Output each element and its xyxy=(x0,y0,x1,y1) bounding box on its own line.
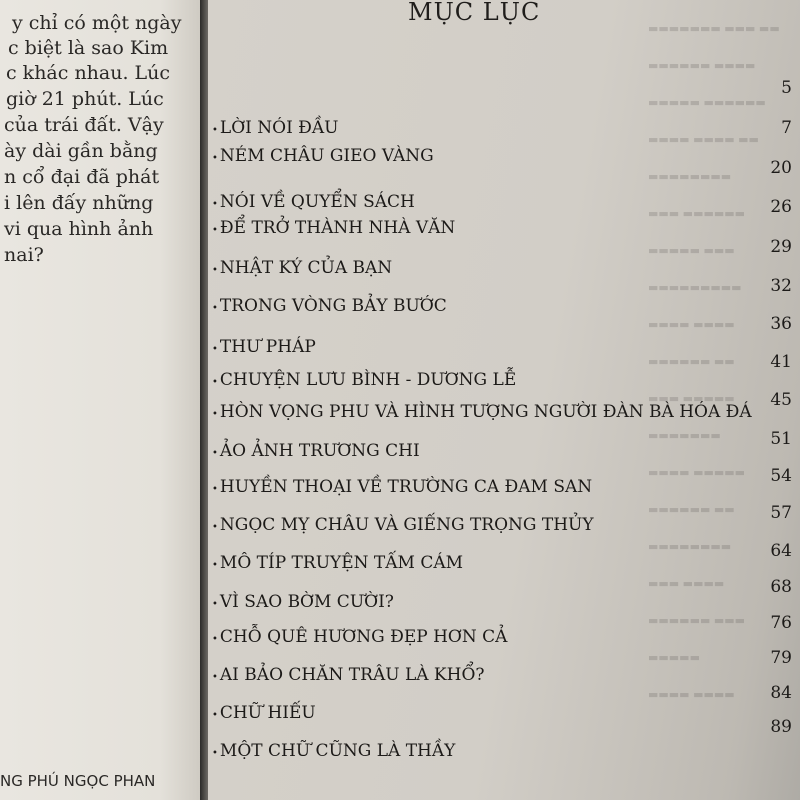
left-page xyxy=(0,0,200,800)
toc-entry: • HÒN VỌNG PHU VÀ HÌNH TƯỢNG NGƯỜI ĐÀN BÀ HÓA ĐÁ xyxy=(212,402,752,422)
bullet-icon: • xyxy=(212,672,218,683)
toc-entry: • AI BẢO CHĂN TRÂU LÀ KHỔ? xyxy=(212,665,485,685)
bullet-icon: • xyxy=(212,599,218,610)
toc-title: MỤC LỤC xyxy=(408,0,541,26)
toc-page-number: 5 xyxy=(781,78,792,98)
bullet-icon: • xyxy=(212,225,218,236)
toc-page-number: 45 xyxy=(770,390,792,410)
toc-page-number: 89 xyxy=(770,717,792,737)
bullet-icon: • xyxy=(212,303,218,314)
bullet-icon: • xyxy=(212,125,218,136)
toc-entry: • VÌ SAO BỜM CƯỜI? xyxy=(212,592,394,612)
toc-entry: • TRONG VÒNG BẢY BƯỚC xyxy=(212,296,447,316)
toc-page-number: 41 xyxy=(770,352,792,372)
left-page-line: n cổ đại đã phát xyxy=(4,166,160,188)
bullet-icon: • xyxy=(212,153,218,164)
toc-page-number: 64 xyxy=(770,541,792,561)
left-page-line: nai? xyxy=(4,244,44,266)
bullet-icon: • xyxy=(212,522,218,533)
book-gutter xyxy=(200,0,208,800)
toc-page-number: 26 xyxy=(770,197,792,217)
left-page-line: giờ 21 phút. Lúc xyxy=(6,88,164,110)
toc-page-number: 76 xyxy=(770,613,792,633)
bullet-icon: • xyxy=(212,748,218,759)
bleed-through-texture: ▬▬▬▬▬▬▬ ▬▬▬ ▬▬ ▬▬▬▬▬▬ ▬▬▬▬ ▬▬▬▬▬ ▬▬▬▬▬▬ ▬▬▬▬ ▬▬▬▬ ▬▬ ▬▬▬▬▬▬▬▬ ▬▬▬ ▬▬▬▬▬▬ ▬▬▬▬▬ ▬▬▬ ▬▬▬▬▬▬▬▬▬ ▬▬▬▬ ▬▬▬▬ ▬▬▬▬▬▬ ▬▬ ▬▬▬ ▬▬▬▬▬ ▬▬▬▬▬▬▬ ▬▬▬▬ ▬▬▬▬▬ ▬▬▬▬▬▬ ▬▬ ▬▬▬▬▬▬▬▬ ▬▬▬ ▬▬▬▬ ▬▬▬▬▬▬ ▬▬▬ ▬▬▬▬▬ ▬▬▬▬ ▬▬▬▬ xyxy=(648,22,780,701)
right-page xyxy=(208,0,800,800)
toc-entry: • MÔ TÍP TRUYỆN TẤM CÁM xyxy=(212,553,464,573)
toc-page-number: 57 xyxy=(770,503,792,523)
toc-page-number: 68 xyxy=(770,577,792,597)
toc-page-number: 54 xyxy=(770,466,792,486)
toc-entry: • NGỌC MỴ CHÂU VÀ GIẾNG TRỌNG THỦY xyxy=(212,515,594,535)
left-page-line: c biệt là sao Kim xyxy=(8,37,169,59)
left-page-line: c khác nhau. Lúc xyxy=(6,62,171,84)
toc-entry: • CHỮ HIẾU xyxy=(212,703,316,723)
toc-entry: • ẢO ẢNH TRƯƠNG CHI xyxy=(212,441,420,461)
toc-entry: • MỘT CHỮ CŨNG LÀ THẦY xyxy=(212,741,456,761)
bullet-icon: • xyxy=(212,265,218,276)
toc-entry: • NHẬT KÝ CỦA BẠN xyxy=(212,258,393,278)
left-page-line: vi qua hình ảnh xyxy=(4,218,154,240)
toc-entry: • HUYỀN THOẠI VỀ TRƯỜNG CA ĐAM SAN xyxy=(212,477,593,497)
toc-entry: • NÓI VỀ QUYỂN SÁCH xyxy=(212,192,415,212)
bullet-icon: • xyxy=(212,448,218,459)
toc-entry: • CHUYỆN LƯU BÌNH - DƯƠNG LỄ xyxy=(212,370,517,390)
toc-page-number: 84 xyxy=(770,683,792,703)
toc-entry: • NÉM CHÂU GIEO VÀNG xyxy=(212,146,434,166)
toc-page-number: 51 xyxy=(770,429,792,449)
left-page-line: của trái đất. Vậy xyxy=(4,114,164,136)
toc-entry: • ĐỂ TRỞ THÀNH NHÀ VĂN xyxy=(212,218,456,238)
left-page-line: i lên đấy những xyxy=(4,192,154,214)
toc-page-number: 36 xyxy=(770,314,792,334)
toc-page-number: 29 xyxy=(770,237,792,257)
bullet-icon: • xyxy=(212,710,218,721)
toc-page-number: 32 xyxy=(770,276,792,296)
toc-entry: • THƯ PHÁP xyxy=(212,337,316,357)
bullet-icon: • xyxy=(212,484,218,495)
bullet-icon: • xyxy=(212,377,218,388)
toc-page-number: 7 xyxy=(781,118,792,138)
left-page-footer: NG PHÚ NGỌC PHAN xyxy=(0,772,156,790)
toc-page-number: 20 xyxy=(770,158,792,178)
bullet-icon: • xyxy=(212,199,218,210)
bullet-icon: • xyxy=(212,560,218,571)
left-page-line: y chỉ có một ngày xyxy=(12,12,182,34)
bullet-icon: • xyxy=(212,344,218,355)
bullet-icon: • xyxy=(212,409,218,420)
left-page-line: ày dài gần bằng xyxy=(4,140,158,162)
toc-entry: • LỜI NÓI ĐẦU xyxy=(212,118,339,138)
bullet-icon: • xyxy=(212,634,218,645)
toc-entry: • CHỖ QUÊ HƯƠNG ĐẸP HƠN CẢ xyxy=(212,627,508,647)
toc-page-number: 79 xyxy=(770,648,792,668)
